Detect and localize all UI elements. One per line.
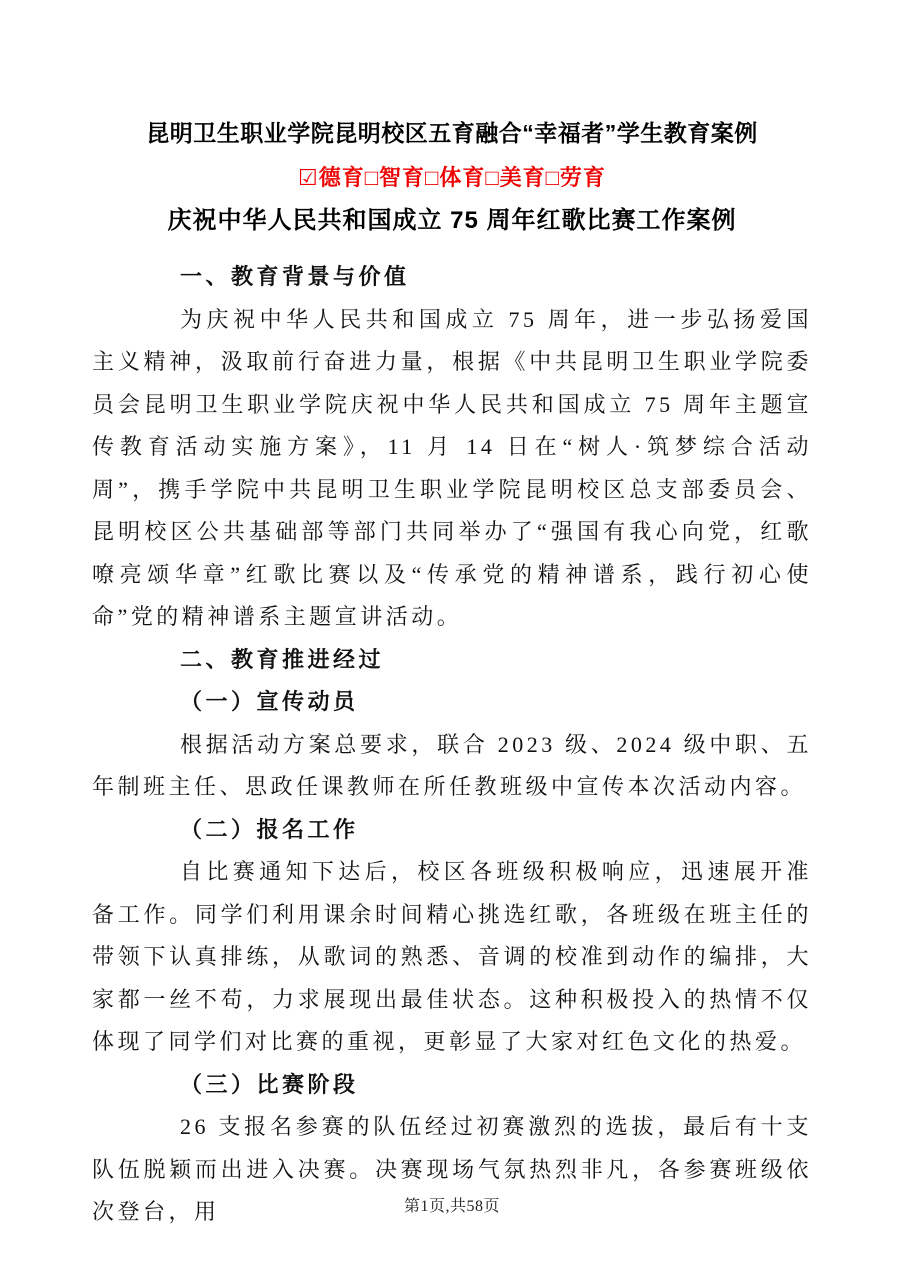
paragraph-mobilization: 根据活动方案总要求，联合 2023 级、2024 级中职、五年制班主任、思政任课教师在所任教班级中宣传本次活动内容。 [92, 731, 812, 799]
paragraph-background: 为庆祝中华人民共和国成立 75 周年，进一步弘扬爱国主义精神，汲取前行奋进力量，根据《中共昆明卫生职业学院委员会昆明卫生职业学院庆祝中华人民共和国成立 75 周年主题宣传教育活动实施方案》，11 月 14 日在“树人·筑梦综合活动周”，携手学院中共昆明卫生职业学院昆明校区总支部委员会、昆明校区公共基础部等部门共同举办了“强国有我心向党，红歌嘹亮颂华章”红歌比赛以及“传承党的精神谱系，践行初心使命”党的精神谱系主题宣讲活动。 [92, 306, 812, 629]
page-number-footer: 第1页,共58页 [403, 1198, 500, 1215]
document-title: 昆明卫生职业学院昆明校区五育融合“幸福者”学生教育案例 [146, 120, 758, 146]
paragraph-registration: 自比赛通知下达后，校区各班级积极响应，迅速展开准备工作。同学们利用课余时间精心挑选红歌，各班级在班主任的带领下认真排练，从歌词的熟悉、音调的校准到动作的编排，大家都一丝不苟，力求展现出最佳状态。这种积极投入的热情不仅体现了同学们对比赛的重视，更彰显了大家对红色文化的热爱。 [92, 859, 812, 1054]
document-subtitle: 庆祝中华人民共和国成立 75 周年红歌比赛工作案例 [167, 207, 737, 234]
section-heading-2: 二、教育推进经过 [180, 646, 385, 672]
subsection-heading-mobilization: （一）宣传动员 [180, 689, 359, 714]
paragraph-competition: 26 支报名参赛的队伍经过初赛激烈的选拔，最后有十支队伍脱颖而出进入决赛。决赛现场气氛热烈非凡，各参赛班级依次登台，用 [92, 1114, 812, 1224]
subsection-heading-competition: （三）比赛阶段 [180, 1071, 359, 1097]
category-checkbox-line: ☑德育□智育□体育□美育□劳育 [298, 165, 606, 190]
document-body [92, 256, 812, 1234]
section-heading-1: 一、教育背景与价值 [180, 264, 410, 289]
subsection-heading-registration: （二）报名工作 [180, 816, 359, 842]
